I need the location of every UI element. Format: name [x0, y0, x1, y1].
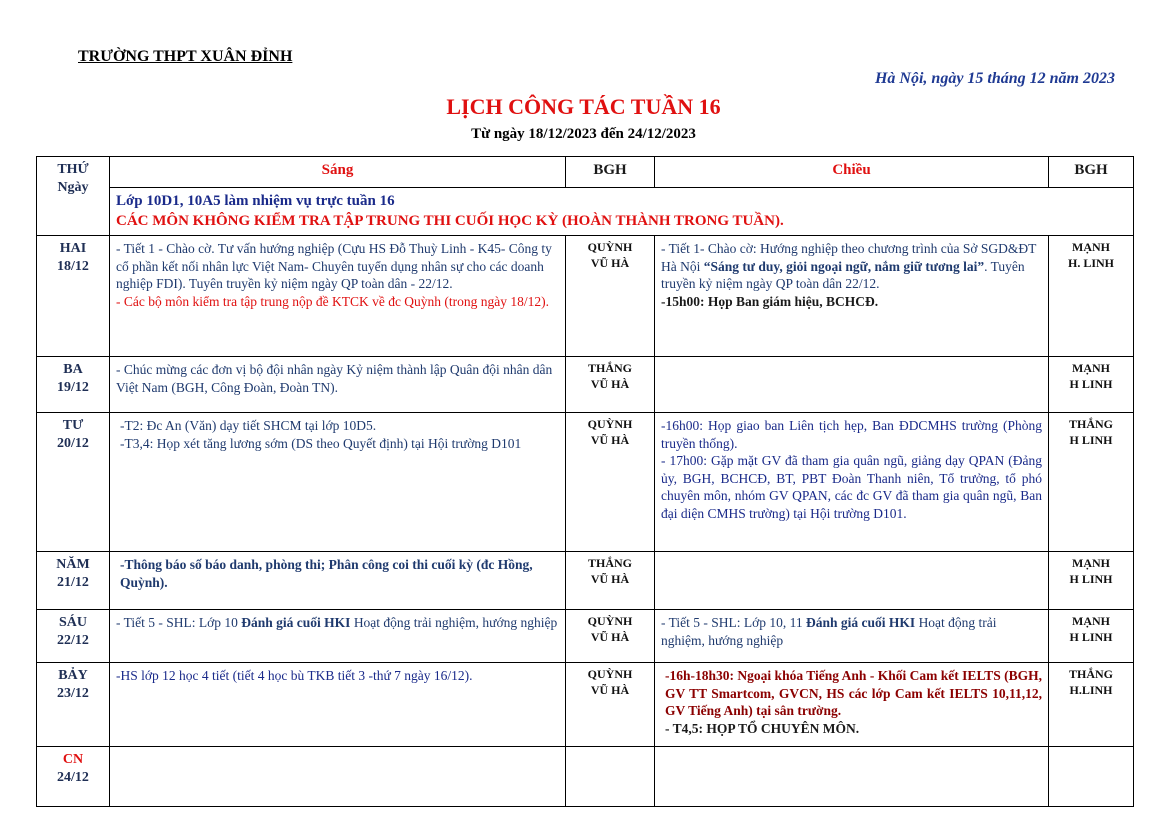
bgh-morning-cell: QUỲNH VŨ HÀ — [566, 236, 655, 357]
afternoon-cell: -16h-18h30: Ngoại khóa Tiếng Anh - Khối Cam kết IELTS (BGH, GV TT Smartcom, GVCN, HS các lớp Cam kết IELTS 10,11,12, GV Tiếng Anh) tại sân trường. - T4,5: HỌP TỔ CHUYÊN MÔN. — [655, 663, 1049, 747]
day-cell: TƯ 20/12 — [37, 413, 110, 552]
bgh-afternoon-cell: THẮNG H.LINH — [1049, 663, 1134, 747]
morning-cell: -HS lớp 12 học 4 tiết (tiết 4 học bù TKB tiết 3 -thứ 7 ngày 16/12). — [110, 663, 566, 747]
day-cell: SÁU 22/12 — [37, 610, 110, 663]
day-cell: CN 24/12 — [37, 747, 110, 807]
morning-cell: - Tiết 1 - Chào cờ. Tư vấn hướng nghiệp (Cựu HS Đỗ Thuỳ Linh - K45- Công ty cổ phần kết nối nhân lực Việt Nam- Chuyên tuyển dụng nhân sự cho các doanh nghiệp FDI). Tuyên truyền kỷ niệm ngày QP toàn dân - 22/12. - Các bộ môn kiểm tra tập trung nộp đề KTCK về đc Quỳnh (trong ngày 18/12). — [110, 236, 566, 357]
day-cell: BẢY 23/12 — [37, 663, 110, 747]
notice-exams: CÁC MÔN KHÔNG KIỂM TRA TẬP TRUNG THI CUỐI HỌC KỲ (HOÀN THÀNH TRONG TUẦN). — [116, 212, 784, 229]
afternoon-cell — [655, 747, 1049, 807]
page-subtitle: Từ ngày 18/12/2023 đến 24/12/2023 — [471, 126, 696, 142]
table-row — [37, 747, 1134, 807]
issue-date: Hà Nội, ngày 15 tháng 12 năm 2023 — [874, 70, 1115, 87]
bgh-morning-cell: THẮNG VŨ HÀ — [566, 552, 655, 610]
bgh-morning-cell: QUỲNH VŨ HÀ — [566, 610, 655, 663]
afternoon-cell: -16h00: Họp giao ban Liên tịch hẹp, Ban ĐDCMHS trường (Phòng truyền thống). - 17h00: Gặp mặt GV đã tham gia quân ngũ, giảng dạy QPAN (Đảng ủy, BGH, BCHCĐ, BT, PBT Đoàn Thanh niên, Tổ trưởng, tổ phó chuyên môn, nhóm GV QPAN, các đc GV đã tham gia quân ngũ, Ban đại diện CMHS trường) tại Hội trường D101. — [655, 413, 1049, 552]
day-cell: NĂM 21/12 — [37, 552, 110, 610]
notice-cell — [110, 188, 1049, 236]
afternoon-cell — [655, 357, 1049, 413]
morning-cell: -Thông báo số báo danh, phòng thi; Phân công coi thi cuối kỳ (đc Hồng, Quỳnh). — [110, 552, 566, 610]
day-cell: HAI 18/12 — [37, 236, 110, 357]
bgh-afternoon-cell: THẮNG H LINH — [1049, 413, 1134, 552]
bgh-afternoon-cell: MẠNH H. LINH — [1049, 236, 1134, 357]
table-row — [37, 610, 1134, 663]
bgh-afternoon-cell: MẠNH H LINH — [1049, 357, 1134, 413]
header-day: THỨ Ngày — [37, 157, 110, 236]
header-bgh-morning: BGH — [566, 157, 655, 188]
table-row — [37, 413, 1134, 552]
morning-cell: - Chúc mừng các đơn vị bộ đội nhân ngày Kỷ niệm thành lập Quân đội nhân dân Việt Nam (BGH, Công Đoàn, Đoàn TN). — [110, 357, 566, 413]
table-row — [37, 236, 1134, 357]
afternoon-cell — [655, 552, 1049, 610]
bgh-afternoon-cell: MẠNH H LINH — [1049, 610, 1134, 663]
bgh-morning-cell: QUỲNH VŨ HÀ — [566, 663, 655, 747]
afternoon-cell: - Tiết 1- Chào cờ: Hướng nghiệp theo chương trình của Sở SGD&ĐT Hà Nội “Sáng tư duy, giỏi ngoại ngữ, nắm giữ tương lai”. Tuyên truyền kỷ niệm ngày QP toàn dân 22/12. -15h00: Họp Ban giám hiệu, BCHCĐ. — [655, 236, 1049, 357]
bgh-morning-cell — [566, 747, 655, 807]
morning-cell — [110, 747, 566, 807]
bgh-morning-cell: QUỲNH VŨ HÀ — [566, 413, 655, 552]
bgh-morning-cell: THẮNG VŨ HÀ — [566, 357, 655, 413]
page-title: LỊCH CÔNG TÁC TUẦN 16 — [446, 94, 721, 119]
morning-cell: -T2: Đc An (Văn) dạy tiết SHCM tại lớp 10D5. -T3,4: Họp xét tăng lương sớm (DS theo Quyết định) tại Hội trường D101 — [110, 413, 566, 552]
bgh-afternoon-cell — [1049, 747, 1134, 807]
table-row — [37, 357, 1134, 413]
morning-cell: - Tiết 5 - SHL: Lớp 10 Đánh giá cuối HKI Hoạt động trải nghiệm, hướng nghiệp — [110, 610, 566, 663]
notice-row — [37, 188, 1134, 236]
school-name: TRƯỜNG THPT XUÂN ĐỈNH — [78, 48, 293, 65]
schedule-table — [36, 156, 1134, 807]
header-bgh-afternoon: BGH — [1049, 157, 1134, 188]
header-afternoon: Chiều — [655, 157, 1049, 188]
day-cell: BA 19/12 — [37, 357, 110, 413]
bgh-afternoon-cell: MẠNH H LINH — [1049, 552, 1134, 610]
afternoon-cell: - Tiết 5 - SHL: Lớp 10, 11 Đánh giá cuối HKI Hoạt động trải nghiệm, hướng nghiệp — [655, 610, 1049, 663]
notice-duty: Lớp 10D1, 10A5 làm nhiệm vụ trực tuần 16 — [116, 193, 395, 209]
header-morning: Sáng — [110, 157, 566, 188]
table-row — [37, 552, 1134, 610]
header-row — [37, 157, 1134, 188]
table-row — [37, 663, 1134, 747]
